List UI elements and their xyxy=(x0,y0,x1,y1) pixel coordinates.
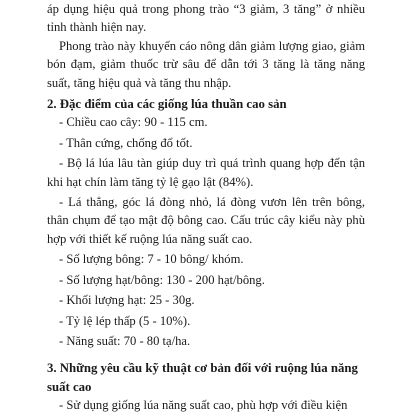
document-page xyxy=(47,0,365,413)
list-item: - Khối lượng hạt: 25 - 30g. xyxy=(59,293,195,308)
section-3-heading: 3. Những yêu cầu kỹ thuật cơ bản đối với ruộng lúa năng suất cao xyxy=(47,361,358,394)
section-2-list xyxy=(47,113,365,350)
list-item: - Lá thẳng, góc lá đòng nhỏ, lá đòng vươn lên trên bông, thân chụm để tạo mật độ bông cao. Cấu trúc cây kiểu này phù hợp với thiết kế ruộng lúa năng suất cao. xyxy=(47,195,365,246)
intro-paragraph: Phong trào này khuyến cáo nông dân giảm lượng giao, giảm bón đạm, giảm thuốc trừ sâu để dẫn tới 3 tăng là tăng năng suất, tăng hiệu quả và tăng thu nhập. xyxy=(47,38,365,90)
list-item: - Chiều cao cây: 90 - 115 cm. xyxy=(59,115,208,130)
list-item: - Số lượng hạt/bông: 130 - 200 hạt/bông. xyxy=(59,272,265,287)
list-item: - Bộ lá lúa lâu tàn giúp duy trì quá trình quang hợp đến tận khi hạt chín làm tăng tỷ lệ gạo lật (84%). xyxy=(47,156,365,189)
list-item: - Số lượng bông: 7 - 10 bông/ khóm. xyxy=(59,252,244,267)
list-item: - Tỷ lệ lép thấp (5 - 10%). xyxy=(59,313,191,328)
intro-tail-text: áp dụng hiệu quả trong phong trào “3 giảm, 3 tăng” ở nhiều tỉnh thành hiện nay. xyxy=(47,2,365,35)
section-3-list xyxy=(47,396,365,414)
list-item: - Năng suất: 70 - 80 tạ/ha. xyxy=(59,333,191,348)
list-item: - Sử dụng giống lúa năng suất cao, phù hợp với điều kiện xyxy=(59,398,348,413)
list-item: - Thân cứng, chống đổ tốt. xyxy=(59,135,193,150)
section-2-heading: 2. Đặc điểm của các giống lúa thuần cao sản xyxy=(47,97,287,112)
